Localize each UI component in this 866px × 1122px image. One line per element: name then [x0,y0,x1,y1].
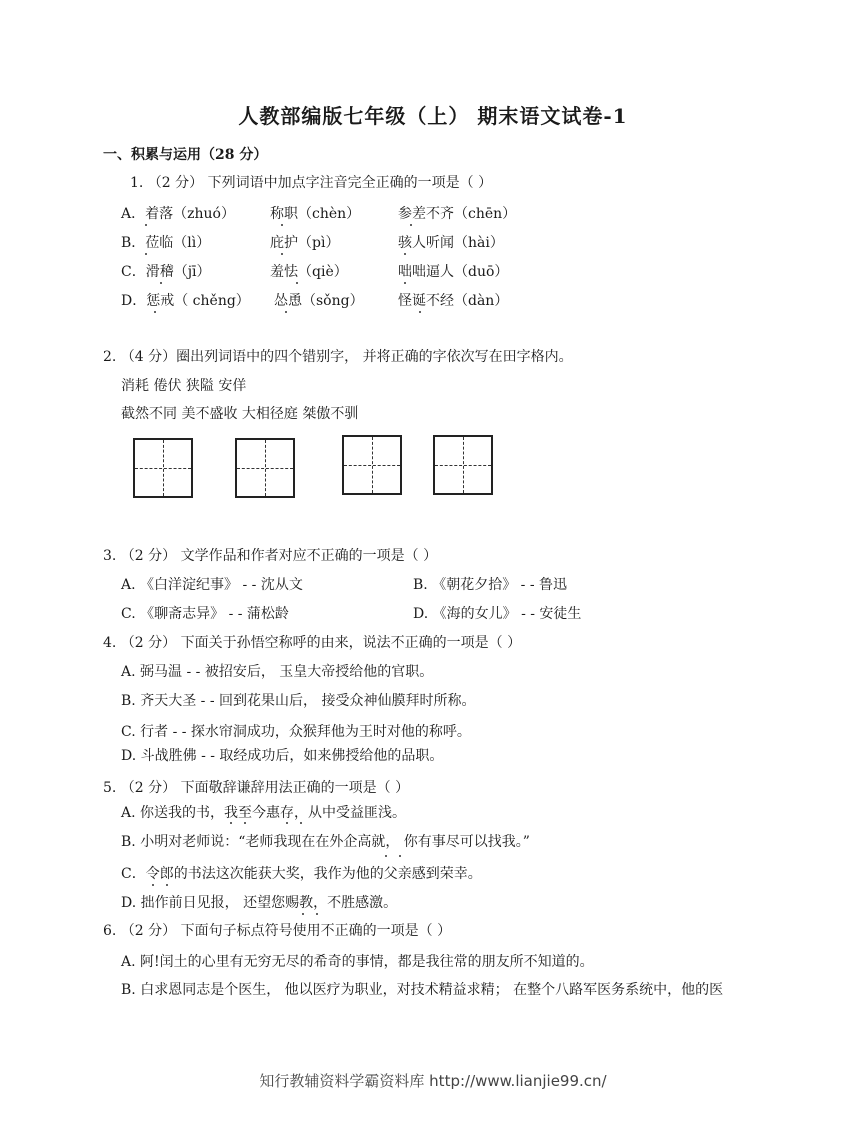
q1-option-d-1: D．惩戒（ chěng） [121,293,250,309]
emphasis-dot [399,855,401,857]
q3-option-b: B. 《朝花夕拾》 - - 鲁迅 [413,577,567,593]
q4-option-c: C. 行者 - - 探水帘洞成功，众猴拜他为王时对他的称呼。 [121,724,471,740]
emphasis-dot [152,884,154,886]
emphasis-dot [166,884,168,886]
emphasis-dot [296,282,298,284]
q1-option-a-1: A．着落（zhuó） [121,206,235,222]
q1-option-a-3: 参差不齐（chēn） [398,206,517,222]
q2-words-line-1: 消耗 倦伏 狭隘 安佯 [121,378,247,394]
q1-option-d-3: 怪诞不经（dàn） [398,293,509,309]
q6-option-a: A. 阿!闰土的心里有无穷无尽的希奇的事情，都是我往常的朋友所不知道的。 [121,954,594,970]
answer-grid-box-4[interactable] [433,435,493,495]
emphasis-dot [154,311,156,313]
emphasis-dot [281,224,283,226]
q5-option-c: C．令郎的书法这次能获大奖，我作为他的父亲感到荣幸。 [121,866,482,882]
q2-words-line-2: 截然不同 美不盛收 大相径庭 桀傲不驯 [121,406,359,422]
q1-option-d-2: 怂恿（sǒng） [274,293,364,309]
emphasis-dot [285,311,287,313]
q3-option-a: A. 《白洋淀纪事》 - - 沈从文 [121,577,303,593]
q1-option-c-1: C．滑稽（jī） [121,264,211,280]
emphasis-dot [419,311,421,313]
emphasis-dot [160,282,162,284]
q3-option-c: C. 《聊斋志异》 - - 蒲松龄 [121,606,289,622]
emphasis-dot [302,913,304,915]
emphasis-dot [404,253,406,255]
q1-option-b-2: 庇护（pì） [270,235,340,251]
emphasis-dot [145,224,147,226]
q1-option-a-2: 称职（chèn） [270,206,361,222]
emphasis-dot [300,822,302,824]
q4-option-b: B. 齐天大圣 - - 回到花果山后， 接受众神仙膜拜时所称。 [121,693,476,709]
q1-option-b-3: 骇人听闻（hài） [398,235,504,251]
q5-option-a: A. 你送我的书，我至今惠存，从中受益匪浅。 [121,805,407,821]
emphasis-dot [230,822,232,824]
emphasis-dot [281,253,283,255]
emphasis-dot [286,822,288,824]
emphasis-dot [410,224,412,226]
emphasis-dot [385,855,387,857]
q3-option-d: D. 《海的女儿》 - - 安徒生 [413,606,582,622]
q5-option-b: B. 小明对老师说：“老师我现在在外企高就， 你有事尽可以找我。” [121,834,530,850]
answer-grid-box-1[interactable] [133,438,193,498]
q1-option-c-3: 咄咄逼人（duō） [398,264,509,280]
question-6-stem: 6. （2 分） 下面句子标点符号使用不正确的一项是（ ） [103,923,452,939]
answer-grid-box-3[interactable] [342,435,402,495]
page-title: 人教部编版七年级（上） 期末语文试卷-1 [238,104,628,128]
question-3-stem: 3. （2 分） 文学作品和作者对应不正确的一项是（ ） [103,548,438,564]
footer-watermark: 知行教辅资料学霸资料库 http://www.lianjie99.cn/ [259,1072,607,1090]
q1-option-b-1: B．莅临（lì） [121,235,211,251]
emphasis-dot [244,822,246,824]
emphasis-dot [404,282,406,284]
question-5-stem: 5. （2 分） 下面敬辞谦辞用法正确的一项是（ ） [103,780,410,796]
answer-grid-box-2[interactable] [235,438,295,498]
q1-option-c-2: 羞怯（qiè） [270,264,348,280]
question-1-stem: 1. （2 分） 下列词语中加点字注音完全正确的一项是（ ） [130,175,493,191]
emphasis-dot [316,913,318,915]
question-2-stem: 2. （4 分）圈出列词语中的四个错别字， 并将正确的字依次写在田字格内。 [103,349,573,365]
question-4-stem: 4. （2 分） 下面关于孙悟空称呼的由来，说法不正确的一项是（ ） [103,635,522,651]
q4-option-d: D. 斗战胜佛 - - 取经成功后，如来佛授给他的品职。 [121,748,444,764]
q6-option-b: B. 白求恩同志是个医生， 他以医疗为职业，对技术精益求精； 在整个八路军医务系统中，他的医 [121,982,724,998]
q4-option-a: A. 弼马温 - - 被招安后， 玉皇大帝授给他的官职。 [121,664,434,680]
emphasis-dot [145,253,147,255]
section-heading: 一、积累与运用（28 分） [103,147,268,163]
q5-option-d: D. 拙作前日见报， 还望您赐教，不胜感激。 [121,895,398,911]
